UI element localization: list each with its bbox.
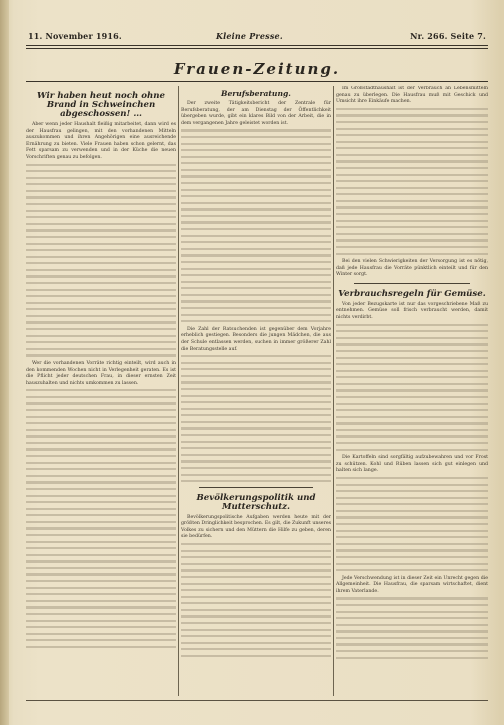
section-title: Frauen-Zeitung. (173, 60, 341, 78)
head-rule (26, 45, 488, 46)
article-paragraph: Der zweite Tätigkeitsbericht der Zentrale für Berufsberatung, der am Dienstag der Öffentlichkeit übergeben wurde, gibt ein klares Bild von der Arbeit, die in dem vergangenen Jahre geleistet worden ist. (181, 101, 331, 126)
text-block (26, 389, 176, 648)
text-block (181, 355, 331, 482)
bottom-rule (26, 700, 488, 701)
head-rule-double (26, 48, 488, 49)
text-block (336, 597, 488, 658)
column-divider (333, 86, 334, 696)
article-paragraph: Jede Verschwendung ist in dieser Zeit ein Unrecht gegen die Allgemeinheit. Die Hausfrau, die sparsam wirtschaftet, dient ihrem Vaterlande. (336, 575, 488, 594)
text-block (336, 477, 488, 571)
column-3 (336, 86, 488, 698)
article-paragraph: Bei den vielen Schwierigkeiten der Versorgung ist es nötig, daß jede Hausfrau die Vorräte pünktlich einteilt und für den Winter sorgt. (336, 259, 488, 278)
article-paragraph: Im Großstadthaushalt ist der Verbrauch an Lebensmitteln genau zu überlegen. Die Hausfrau muß mit Geschick und Umsicht ihre Einkäufe machen. (336, 86, 488, 105)
column-1 (26, 86, 176, 698)
text-block (181, 129, 331, 322)
article-paragraph: Von jeder Bezugskarte ist nur das vorgeschriebene Maß zu entnehmen. Gemüse soll frisch verbraucht werden, damit nichts verdirbt. (336, 301, 488, 321)
running-head (28, 31, 486, 43)
text-block (181, 543, 331, 657)
article-separator (199, 487, 313, 488)
text-block (336, 324, 488, 451)
paper-name: Kleine Presse. (216, 31, 283, 41)
article-heading: Bevölkerungspolitik und Mutterschutz. (196, 492, 316, 512)
article-paragraph: Bevölkerungspolitische Aufgaben werden heute mit der größten Dringlichkeit besprochen. Es gilt, die Zukunft unseres Volkes zu sichern und den Müttern die Hilfe zu geben, deren sie bedürfen. (181, 514, 331, 540)
article-paragraph: Aber wenn jeder Haushalt fleißig mitarbeitet, dann wird es der Hausfrau gelingen, mit den vorhandenen Mitteln auszukommen und ihren Angehörigen eine ausreichende Ernährung zu bieten. Viele Frauen haben schon gelernt, das Fett sparsam zu verwenden und in der Küche die neuen Vorschriften genau zu befolgen. (26, 122, 176, 160)
column-divider (178, 86, 179, 696)
issue-date: 11. November 1916. (28, 31, 122, 41)
article-paragraph: Die Zahl der Ratsuchenden ist gegenüber dem Vorjahre erheblich gestiegen. Besonders die jungen Mädchen, die aus der Schule entlassen werden, suchen in immer größerer Zahl die Beratungsstelle auf. (181, 326, 331, 352)
page-number: Nr. 266. Seite 7. (410, 31, 486, 41)
binding-edge (0, 0, 9, 725)
text-block (26, 164, 176, 357)
article-heading: Verbrauchsregeln für Gemüse. (338, 288, 486, 299)
column-2 (181, 86, 331, 698)
article-heading: Wir haben heut noch ohne Brand in Schweinchen abgeschossen! … (37, 91, 165, 119)
article-paragraph: Wer die vorhandenen Vorräte richtig einteilt, wird auch in den kommenden Wochen nicht in Verlegenheit geraten. Es ist die Pflicht jeder deutschen Frau, in dieser ernsten Zeit hauszuhalten und nichts umkommen zu lassen. (26, 360, 176, 386)
text-block (336, 108, 488, 255)
article-paragraph: Die Kartoffeln sind sorgfältig aufzubewahren und vor Frost zu schützen. Kohl und Rüben lassen sich gut einlegen und halten sich lange. (336, 455, 488, 474)
article-heading: Berufsberatung. (221, 89, 291, 98)
title-rule (26, 81, 488, 82)
article-separator (354, 283, 470, 284)
